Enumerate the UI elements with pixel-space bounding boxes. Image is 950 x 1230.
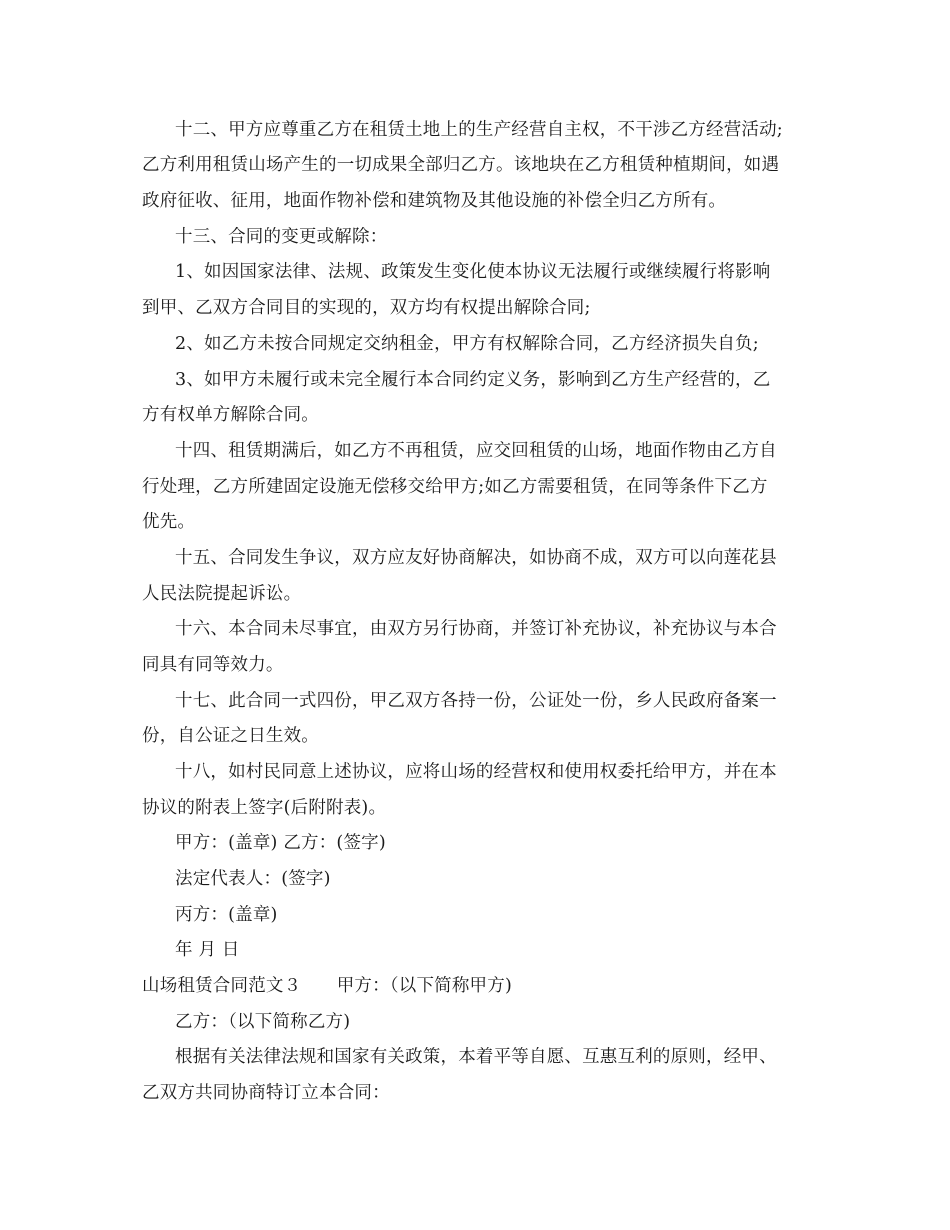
clause-13-item-1-line-1: 1、如因国家法律、法规、政策发生变化使本协议无法履行或继续履行将影响: [175, 262, 771, 282]
template-3-preamble-line-2: 乙双方共同协商特订立本合同：: [142, 1083, 390, 1103]
clause-13-item-3-line-1: 3、如甲方未履行或未完全履行本合同约定义务，影响到乙方生产经营的，乙: [175, 370, 771, 390]
clause-14-line-2: 行处理，乙方所建固定设施无偿移交给甲方;如乙方需要租赁，在同等条件下乙方: [142, 477, 768, 497]
signature-date: 年 月 日: [175, 940, 240, 960]
clause-12-line-1: 十二、甲方应尊重乙方在租赁土地上的生产经营自主权，不干涉乙方经营活动;: [175, 120, 783, 140]
clause-18-line-1: 十八，如村民同意上述协议，应将山场的经营权和使用权委托给甲方，并在本: [175, 762, 777, 782]
signature-party-a-b: 甲方：(盖章) 乙方：(签字): [175, 833, 386, 853]
clause-13-item-3-line-2: 方有权单方解除合同。: [142, 405, 319, 425]
signature-party-c: 丙方：(盖章): [175, 905, 278, 925]
clause-15-line-2: 人民法院提起诉讼。: [142, 584, 302, 604]
clause-17-line-2: 份，自公证之日生效。: [142, 726, 319, 746]
clause-14-line-3: 优先。: [142, 512, 196, 532]
template-3-party-b: 乙方：（以下简称乙方): [175, 1012, 351, 1032]
clause-18-line-2: 协议的附表上签字(后附附表)。: [142, 798, 387, 818]
clause-13-item-1-line-2: 到甲、乙双方合同目的实现的，双方均有权提出解除合同;: [142, 298, 591, 318]
clause-16-line-2: 同具有同等效力。: [142, 655, 284, 675]
clause-16-line-1: 十六、本合同未尽事宜，由双方另行协商，并签订补充协议，补充协议与本合: [175, 619, 777, 639]
template-3-preamble-line-1: 根据有关法律法规和国家有关政策，本着平等自愿、互惠互利的原则，经甲、: [175, 1047, 777, 1067]
clause-12-line-3: 政府征收、征用，地面作物补偿和建筑物及其他设施的补偿全归乙方所有。: [142, 191, 727, 211]
clause-13-heading: 十三、合同的变更或解除：: [175, 227, 388, 247]
template-3-title-party-a: 山场租赁合同范文３ 甲方：（以下简称甲方): [142, 976, 512, 996]
signature-legal-representative: 法定代表人：(签字): [175, 869, 331, 889]
clause-14-line-1: 十四、租赁期满后，如乙方不再租赁，应交回租赁的山场，地面作物由乙方自: [175, 441, 777, 461]
clause-12-line-2: 乙方利用租赁山场产生的一切成果全部归乙方。该地块在乙方租赁种植期间，如遇: [142, 155, 780, 175]
clause-13-item-2: 2、如乙方未按合同规定交纳租金，甲方有权解除合同，乙方经济损失自负;: [175, 334, 759, 354]
clause-17-line-1: 十七、此合同一式四份，甲乙双方各持一份，公证处一份，乡人民政府备案一: [175, 691, 777, 711]
clause-15-line-1: 十五、合同发生争议，双方应友好协商解决，如协商不成，双方可以向莲花县: [175, 548, 777, 568]
